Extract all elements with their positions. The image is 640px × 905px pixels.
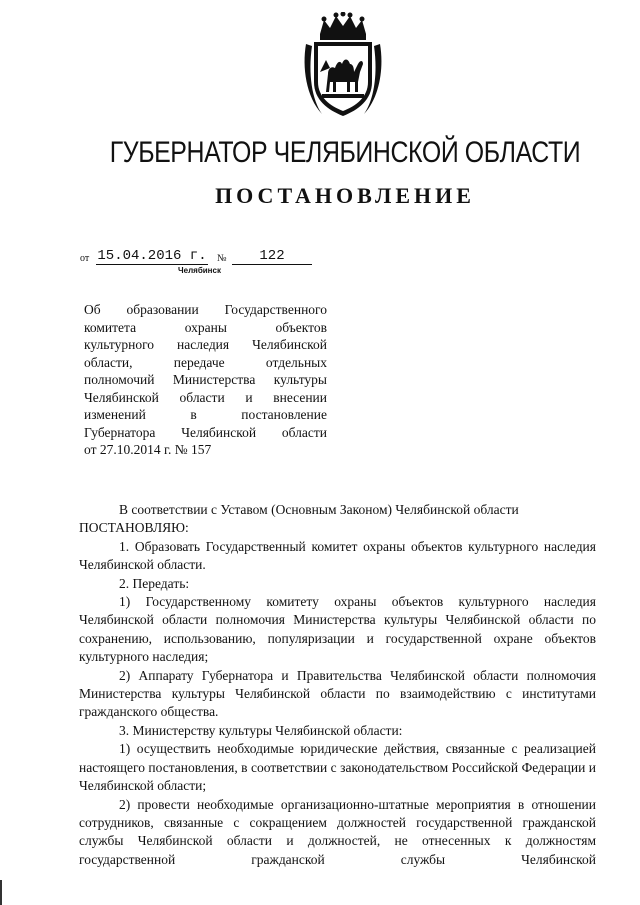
chelyabinsk-coat-of-arms-icon	[300, 12, 386, 120]
preamble-paragraph: В соответствии с Уставом (Основным Законом) Челябинской области	[119, 502, 519, 517]
resolve-heading: ПОСТАНОВЛЯЮ:	[79, 520, 189, 536]
date-label: от	[80, 253, 90, 264]
subject-line: Об образовании Государственного	[84, 302, 327, 317]
clause-3-2: 2) провести необходимые организационно-штатные мероприятия в отношении сотрудников, связанные с сокращением должностей государственной гражданской службы Челябинской области и должностей, не отнесенных к должностям государственной гражданской службы Челябинской	[79, 796, 596, 867]
document-number: 122	[232, 248, 312, 265]
city-name: Челябинск	[178, 266, 221, 275]
number-label: №	[217, 253, 227, 264]
scan-margin-mark	[0, 880, 2, 905]
subject-line: изменений в постановление	[84, 407, 327, 422]
document-date: 15.04.2016 г.	[97, 248, 207, 264]
document-subject	[84, 301, 327, 459]
clause-3-1: 1) осуществить необходимые юридические действия, связанные с реализацией настоящего постановления, в соответствии с законодательством Российской Федерации и Челябинской области;	[79, 741, 596, 794]
clause-2-2: 2) Аппарату Губернатора и Правительства Челябинской области полномочия Министерства культуры Челябинской области по взаимодействию с институтами гражданского общества.	[79, 667, 596, 720]
document-body	[79, 501, 596, 869]
document-type: ПОСТАНОВЛЕНИЕ	[215, 183, 475, 208]
subject-line: культурного наследия Челябинской	[84, 337, 327, 352]
subject-line: Губернатора Челябинской области	[84, 424, 327, 440]
subject-line: Челябинской области и внесении	[84, 389, 327, 405]
clause-3: 3. Министерству культуры Челябинской области:	[119, 722, 403, 738]
clause-1: 1. Образовать Государственный комитет охраны объектов культурного наследия Челябинской области.	[79, 538, 596, 573]
issuer-title: ГУБЕРНАТОР ЧЕЛЯБИНСКОЙ ОБЛАСТИ	[109, 136, 581, 169]
clause-2-1: 1) Государственному комитету охраны объектов культурного наследия Челябинской области полномочия Министерства культуры Челябинской области по сохранению, использованию, популяризации и государственной охране объектов культурного наследия;	[79, 594, 596, 665]
subject-line: комитета охраны объектов	[84, 319, 327, 335]
subject-line: от 27.10.2014 г. № 157	[84, 442, 212, 457]
subject-line: полномочий Министерства культуры	[84, 372, 327, 387]
document-meta	[80, 248, 320, 268]
subject-line: области, передаче отдельных	[84, 354, 327, 370]
clause-2: 2. Передать:	[119, 575, 190, 591]
